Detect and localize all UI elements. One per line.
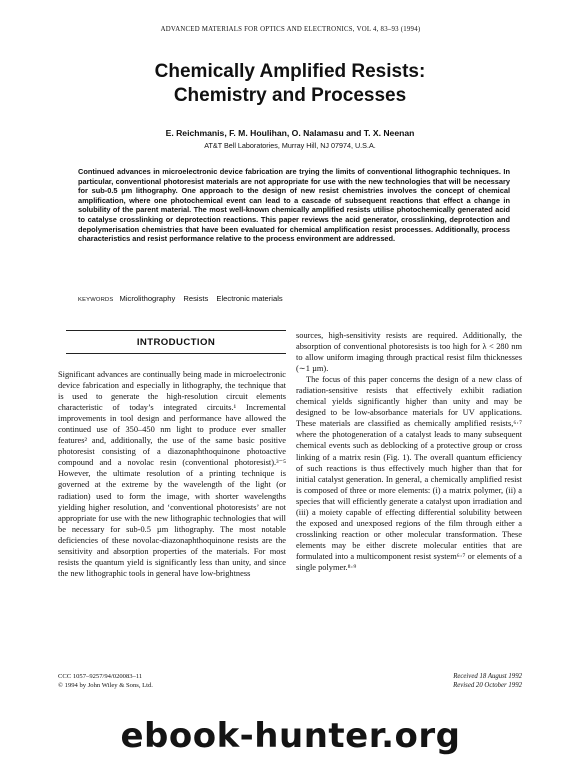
body-column-left <box>58 369 286 579</box>
body-paragraph: Significant advances are continually being made in microelectronic device fabrication and especially in lithography, the technique that is used to generate the high-resolution circuit elements characteristic of today’s integrated circuits.¹ Incremental improvements in tool design and performance have allowed the continued use of 350–450 nm light to produce ever smaller features² and, additionally, the use of the same basic positive photoresist consisting of a diazonaphthoquinone photoactive compound and a novolac resin (conventional photoresist).³⁻⁵ However, the ultimate resolution of a printing technique is governed at the extreme by the wavelength of the light (or radiation) used to form the image, with shorter wavelengths yielding higher resolution, and ‘conventional photoresists’ are not appropriate for use with the new lithographic technologies that will be necessary for sub-0.5 µm lithography. The most notable deficiencies of these novolac-diazonaphthoquinone resists are the sensitivity and absorption properties of the materials. For most resists the quantum yield is significantly less than unity, and since the new lithographic tools in general have low-brightness <box>58 370 286 578</box>
keywords-label: KEYWORDS <box>78 297 114 303</box>
ccc-code: CCC 1057–9257/94/020083–11 <box>58 673 143 680</box>
keyword: Microlithography <box>119 294 176 303</box>
paper-title-line-2: Chemistry and Processes <box>173 85 407 106</box>
keyword: Electronic materials <box>216 294 283 303</box>
footer-dates <box>330 672 522 690</box>
copyright: © 1994 by John Wiley & Sons, Ltd. <box>58 682 153 689</box>
body-paragraph: sources, high-sensitivity resists are required. Additionally, the absorption of conventional photoresists is too high for λ < 280 nm to allow uniform imaging through practical resist film thicknesses (∼1 µm). <box>296 331 522 374</box>
body-paragraph: The focus of this paper concerns the design of a new class of radiation-sensitive resists that effectively exhibit radiation chemical yields significantly higher than unity and may be designed to be low-absorbance materials for UV applications. These materials are classified as chemically amplified resists,⁶·⁷ where the photogeneration of a catalyst leads to many subsequent chemical events such as deblocking of a protective group or cross linking of a matrix resin (Fig. 1). The overall quantum efficiency of such reactions is thus effectively much higher than that for initial catalyst generation. In general, a chemically amplified resist is composed of three or more elements: (i) a matrix polymer, (ii) a species that will efficiently generate a catalyst upon irradiation and (iii) a moiety capable of effecting differential solubility between the exposed and unexposed regions of the film through either a crosslinking reaction or other molecular transformation. These elements may be either discrete molecular entities that are formulated into a multicomponent resist system⁶·⁷ or elements of a single polymer.⁸·⁹ <box>296 375 522 572</box>
abstract: Continued advances in microelectronic device fabrication are trying the limits of conventional lithographic techniques. In particular, conventional photoresist materials are not appropriate for use with the new technologies that will be necessary for sub-0.5 µm lithography. One approach to the design of new resist chemistries involves the concept of chemical amplification, where one photochemical event can lead to a cascade of subsequent reactions that effect a change in solubility of the parent material. The most well-known chemically amplified resists utilise photochemically generated acid to catalyse crosslinking or deprotection reactions. This paper reviews the acid generator, crosslinking, deprotection and depolymerisation chemistries that have been evaluated for chemical amplification resist processes. Additionally, process characteristics and resist performance relative to the process environment are addressed. <box>78 167 510 244</box>
watermark: ebook-hunter.org <box>120 716 461 756</box>
paper-title <box>40 60 540 108</box>
journal-header: ADVANCED MATERIALS FOR OPTICS AND ELECTRONICS, VOL 4, 83–93 (1994) <box>160 26 421 33</box>
revised-date: Revised 20 October 1992 <box>453 682 522 689</box>
footer-publication-info <box>58 672 278 690</box>
paper-title-line-1: Chemically Amplified Resists: <box>154 61 426 82</box>
affiliation: AT&T Bell Laboratories, Murray Hill, NJ 07974, U.S.A. <box>204 141 376 150</box>
authors: E. Reichmanis, F. M. Houlihan, O. Nalamasu and T. X. Neenan <box>165 128 415 138</box>
body-column-right <box>296 330 522 573</box>
received-date: Received 18 August 1992 <box>453 673 522 680</box>
keyword: Resists <box>183 294 209 303</box>
section-heading: INTRODUCTION <box>136 337 216 348</box>
keywords-line <box>78 294 510 303</box>
